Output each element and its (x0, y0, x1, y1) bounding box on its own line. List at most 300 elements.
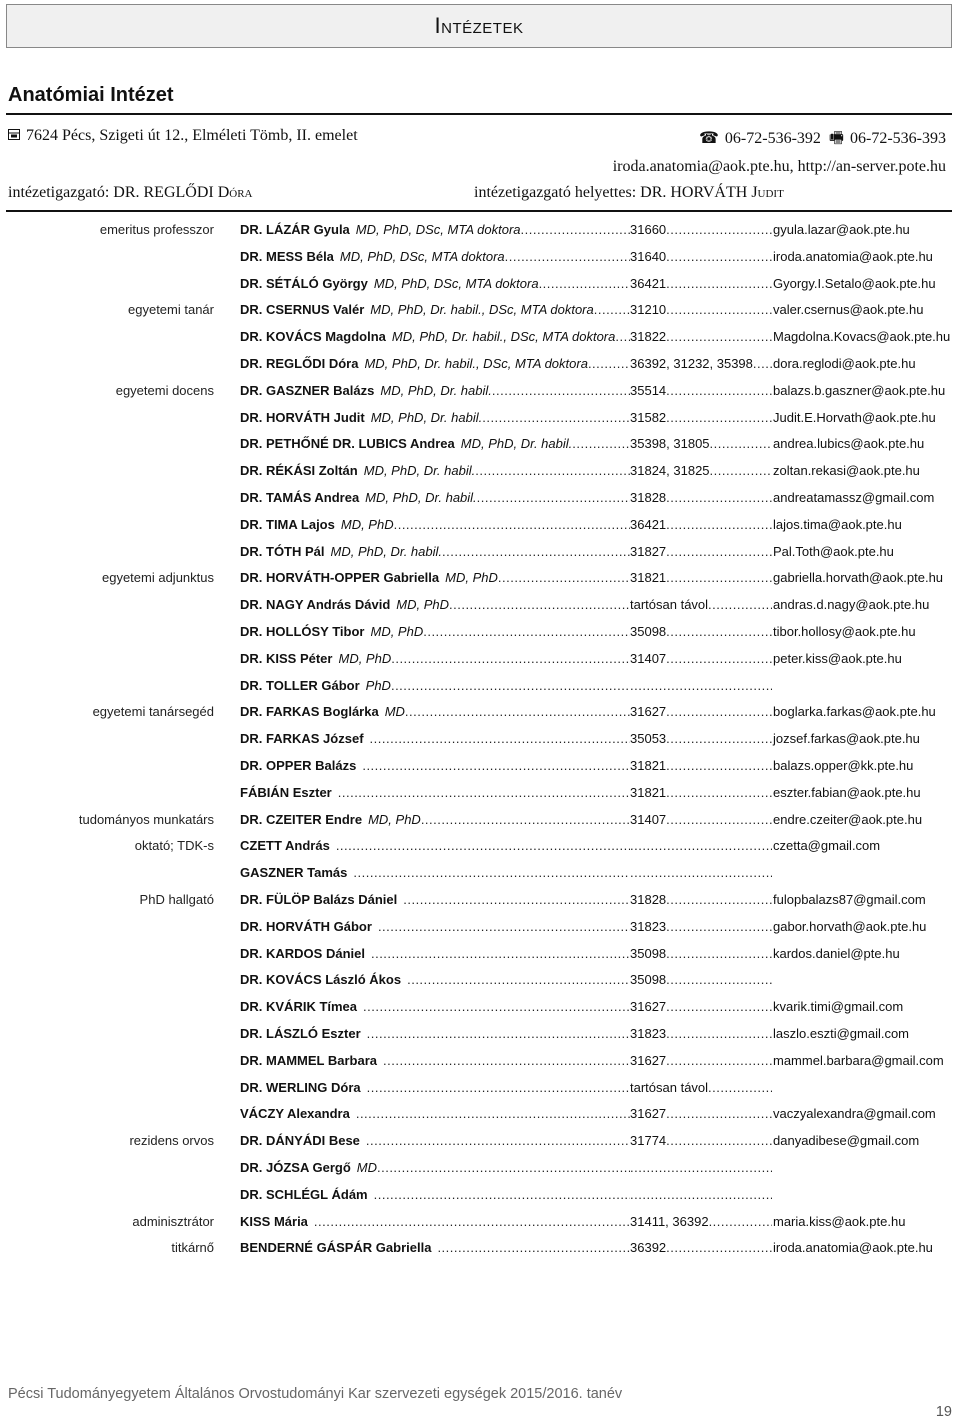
staff-email[interactable]: endre.czeiter@aok.pte.hu (773, 811, 923, 827)
phone-column (630, 276, 772, 291)
dot-leader (666, 972, 772, 987)
name-column (240, 704, 630, 719)
staff-entry (240, 946, 952, 961)
staff-entry (240, 490, 952, 505)
staff-name: KISS Mária (240, 1213, 308, 1229)
staff-row (0, 1075, 960, 1102)
staff-email[interactable]: iroda.anatomia@aok.pte.hu (773, 248, 933, 264)
staff-email[interactable]: Pal.Toth@aok.pte.hu (773, 543, 894, 559)
name-column (240, 999, 630, 1014)
phone-column (630, 892, 772, 907)
staff-name: DR. FÜLÖP Balázs Dániel (240, 892, 398, 907)
staff-phone: 31774 (630, 1133, 667, 1149)
staff-email[interactable]: dora.reglodi@aok.pte.hu (773, 356, 916, 371)
dot-leader (505, 249, 630, 264)
dot-leader (477, 490, 630, 505)
staff-phone: 31821 (630, 784, 667, 800)
dot-leader (708, 1080, 772, 1095)
staff-row (0, 753, 960, 780)
staff-email[interactable]: Magdolna.Kovacs@aok.pte.hu (773, 329, 951, 345)
staff-entry (240, 1214, 952, 1229)
staff-phone: 35053 (630, 731, 667, 747)
staff-entry (240, 758, 952, 773)
staff-name: DR. SÉTÁLÓ György (240, 275, 368, 291)
dot-leader (449, 597, 630, 612)
dot-leader (367, 1080, 630, 1095)
staff-email[interactable]: balazs.opper@kk.pte.hu (773, 758, 914, 773)
name-column (240, 919, 630, 934)
name-column (240, 1160, 630, 1175)
staff-title: MD, PhD (368, 811, 421, 827)
dot-leader (437, 1240, 630, 1255)
staff-role: rezidens orvos (129, 1133, 214, 1149)
dot-leader (666, 1133, 772, 1148)
staff-entry (240, 785, 952, 800)
dot-leader (594, 302, 630, 317)
dot-leader (666, 276, 772, 291)
staff-phone: 36392, 31232, 35398 (630, 356, 753, 371)
staff-title: MD, PhD (370, 624, 424, 639)
staff-phone: 31660 (630, 222, 667, 237)
staff-row (0, 646, 960, 673)
staff-email[interactable]: boglarka.farkas@aok.pte.hu (773, 704, 936, 720)
staff-entry (240, 544, 952, 559)
name-column (240, 624, 630, 639)
staff-name: CZETT András (240, 838, 330, 854)
name-column (240, 785, 630, 800)
staff-phone: 31824, 31825 (630, 463, 710, 479)
dot-leader (753, 356, 772, 371)
staff-email[interactable] (772, 1080, 952, 1095)
dot-leader (666, 383, 772, 398)
dot-leader (498, 570, 630, 585)
staff-name: DR. KOVÁCS László Ákos (240, 972, 402, 988)
staff-name: DR. MESS Béla (240, 248, 334, 264)
staff-email[interactable] (772, 1187, 952, 1202)
dot-leader (666, 892, 772, 907)
name-column (240, 436, 630, 451)
dot-leader (521, 222, 631, 237)
staff-email[interactable]: gabor.horvath@aok.pte.hu (773, 918, 927, 934)
staff-entry (240, 1240, 952, 1255)
staff-row (0, 941, 960, 968)
dot-leader (666, 785, 772, 800)
dot-leader (374, 1187, 630, 1202)
staff-email[interactable]: vaczyalexandra@gmail.com (773, 1106, 936, 1122)
dot-leader (403, 892, 630, 907)
dot-leader (492, 383, 630, 398)
staff-row (0, 1128, 960, 1155)
staff-email[interactable]: Gyorgy.I.Setalo@aok.pte.hu (773, 275, 936, 291)
phone-column (630, 490, 772, 505)
staff-phone: 31640 (630, 248, 667, 264)
dot-leader (336, 838, 630, 853)
staff-phone: tartósan távol (630, 1079, 709, 1095)
dot-leader (407, 972, 630, 987)
staff-role: egyetemi adjunktus (101, 570, 214, 586)
staff-row (0, 1021, 960, 1048)
staff-row (0, 994, 960, 1021)
phone-column (630, 1214, 772, 1229)
staff-email[interactable]: danyadibese@gmail.com (773, 1133, 920, 1149)
staff-role: tudományos munkatárs (78, 811, 214, 827)
staff-row (0, 1209, 960, 1236)
name-column (240, 758, 630, 773)
dot-leader (666, 731, 772, 746)
fax-number: 06-72-536-393 (850, 130, 946, 147)
staff-entry (240, 972, 952, 987)
staff-entry (240, 1026, 952, 1041)
staff-row (0, 271, 960, 298)
staff-email[interactable]: Judit.E.Horvath@aok.pte.hu (773, 409, 936, 425)
name-column (240, 222, 630, 237)
staff-entry (240, 302, 952, 317)
phone-column (630, 249, 772, 264)
phone-column (630, 1080, 772, 1095)
staff-phone: 31627 (630, 1106, 667, 1122)
dot-leader (383, 1053, 630, 1068)
staff-entry (240, 410, 952, 425)
staff-name: DR. WERLING Dóra (240, 1079, 361, 1095)
telephone-icon: ☎ (698, 130, 719, 147)
name-column (240, 1187, 630, 1202)
phone-column (630, 1053, 772, 1068)
dot-leader (539, 276, 630, 291)
dot-leader (338, 785, 630, 800)
staff-title: MD, PhD, Dr. habil. (363, 463, 476, 479)
name-column (240, 544, 630, 559)
staff-entry (240, 329, 952, 344)
director-first-name: Dóra (217, 184, 253, 201)
staff-name: BENDERNÉ GÁSPÁR Gabriella (240, 1240, 432, 1256)
name-column (240, 1106, 630, 1121)
staff-name: DR. OPPER Balázs (240, 758, 357, 773)
dot-leader (666, 1026, 772, 1041)
staff-email[interactable]: andreatamassz@gmail.com (773, 490, 935, 505)
staff-name: DR. TAMÁS Andrea (240, 490, 360, 505)
staff-name: VÁCZY Alexandra (240, 1106, 350, 1122)
dot-leader (423, 624, 630, 639)
phone-column (630, 865, 772, 880)
staff-name: DR. SCHLÉGL Ádám (240, 1186, 368, 1202)
staff-row (0, 914, 960, 941)
dot-leader (630, 678, 772, 693)
staff-name: DR. CZEITER Endre (240, 811, 363, 827)
staff-row (0, 485, 960, 512)
staff-name: DR. LÁZÁR Gyula (240, 222, 350, 237)
staff-role: titkárnő (171, 1240, 214, 1256)
address-text: 7624 Pécs, Szigeti út 12., Elméleti Tömb, II. emelet (26, 127, 358, 144)
staff-phone: 31627 (630, 704, 667, 720)
staff-row (0, 887, 960, 914)
staff-entry (240, 919, 952, 934)
name-column (240, 302, 630, 317)
staff-title: MD, PhD, DSc, MTA doktora (339, 248, 505, 264)
phone-column (630, 624, 772, 639)
staff-title: PhD (365, 677, 391, 693)
dot-leader (666, 651, 772, 666)
staff-entry (240, 651, 952, 666)
staff-title: MD, PhD, Dr. habil. (330, 543, 443, 559)
name-column (240, 249, 630, 264)
staff-title: MD, PhD, DSc, MTA doktora (373, 275, 539, 291)
staff-row (0, 539, 960, 566)
staff-name: DR. REGLŐDI Dóra (240, 356, 359, 371)
staff-title: MD, PhD, Dr. habil. (365, 490, 477, 505)
staff-entry (240, 249, 952, 264)
staff-name: DR. GASZNER Balázs (240, 382, 375, 398)
staff-phone: 31827 (630, 543, 667, 559)
staff-row (0, 405, 960, 432)
dot-leader (588, 356, 630, 371)
phone-column (630, 1240, 772, 1255)
staff-row (0, 458, 960, 485)
name-column (240, 1214, 630, 1229)
staff-entry (240, 1053, 952, 1068)
staff-role: adminisztrátor (132, 1213, 214, 1229)
staff-row (0, 565, 960, 592)
director-label: intézetigazgató: DR. REGLŐDI (8, 184, 214, 201)
staff-row (0, 1048, 960, 1075)
name-column (240, 731, 630, 746)
staff-name: DR. FARKAS Boglárka (240, 704, 379, 720)
staff-row (0, 860, 960, 887)
staff-name: DR. KVÁRIK Tímea (240, 999, 358, 1015)
staff-entry (240, 999, 952, 1014)
staff-title: MD, PhD (445, 570, 498, 586)
dot-leader (442, 544, 630, 559)
dot-leader (666, 302, 772, 317)
staff-email[interactable]: kvarik.timi@gmail.com (773, 999, 904, 1015)
dot-leader (482, 410, 630, 425)
staff-email[interactable] (772, 972, 952, 987)
staff-email[interactable] (772, 865, 952, 880)
phone-number: 06-72-536-392 (724, 130, 821, 147)
dot-leader (362, 758, 630, 773)
name-column (240, 276, 630, 291)
staff-phone: 31821 (630, 570, 667, 586)
staff-email[interactable]: gabriella.horvath@aok.pte.hu (773, 570, 944, 586)
staff-entry (240, 383, 952, 398)
dot-leader (666, 1240, 772, 1255)
name-column (240, 972, 630, 987)
staff-phone: 31411, 36392 (630, 1213, 709, 1229)
staff-email[interactable]: andrea.lubics@aok.pte.hu (773, 436, 925, 452)
staff-email[interactable]: eszter.fabian@aok.pte.hu (773, 784, 921, 800)
dot-leader (405, 704, 630, 719)
staff-phone: 31407 (630, 811, 667, 827)
staff-title: MD, PhD, Dr. habil. (380, 382, 492, 398)
name-column (240, 1240, 630, 1255)
phone-column (630, 1026, 772, 1041)
phone-column (630, 383, 772, 398)
staff-role: egyetemi docens (115, 382, 214, 398)
staff-entry (240, 812, 952, 827)
staff-entry (240, 1160, 952, 1175)
staff-title: MD, PhD, Dr. habil., DSc, MTA doktora (391, 329, 616, 345)
staff-entry (240, 838, 952, 853)
phone-column (630, 544, 772, 559)
phone-column (630, 651, 772, 666)
staff-email[interactable]: fulopbalazs87@gmail.com (773, 892, 926, 907)
phone-column (630, 919, 772, 934)
name-column (240, 1026, 630, 1041)
staff-name: FÁBIÁN Eszter (240, 784, 332, 800)
staff-entry (240, 1133, 952, 1148)
staff-phone: 31821 (630, 758, 667, 773)
staff-email[interactable] (772, 678, 952, 693)
dot-leader (630, 838, 772, 853)
staff-row (0, 592, 960, 619)
name-column (240, 383, 630, 398)
staff-row (0, 780, 960, 807)
staff-email[interactable]: lajos.tima@aok.pte.hu (773, 516, 902, 532)
name-column (240, 678, 630, 693)
staff-email[interactable]: jozsef.farkas@aok.pte.hu (773, 731, 920, 747)
staff-phone: 35098 (630, 945, 667, 961)
dot-leader (666, 222, 772, 237)
staff-email[interactable]: zoltan.rekasi@aok.pte.hu (773, 463, 920, 479)
staff-row (0, 217, 960, 244)
staff-row (0, 1182, 960, 1209)
name-column (240, 490, 630, 505)
dot-leader (366, 1133, 630, 1148)
institute-web[interactable]: iroda.anatomia@aok.pte.hu, http://an-server.pote.hu (612, 158, 946, 175)
fax-icon: 🖷 (828, 130, 845, 147)
name-column (240, 838, 630, 853)
staff-phone: 31828 (630, 892, 667, 907)
phone-column (630, 946, 772, 961)
name-column (240, 329, 630, 344)
staff-name: DR. HOLLÓSY Tibor (240, 624, 365, 639)
staff-row (0, 244, 960, 271)
staff-title: MD, PhD, Dr. habil. (460, 436, 573, 452)
dot-leader (709, 1214, 772, 1229)
staff-entry (240, 570, 952, 585)
phone-column (630, 410, 772, 425)
staff-entry (240, 436, 952, 451)
staff-title: MD, PhD (340, 516, 394, 532)
staff-row (0, 1155, 960, 1182)
staff-email[interactable]: balazs.b.gaszner@aok.pte.hu (773, 382, 946, 398)
staff-row (0, 431, 960, 458)
dot-leader (710, 436, 772, 451)
staff-title: MD, PhD, DSc, MTA doktora (355, 222, 521, 237)
name-column (240, 651, 630, 666)
staff-name: DR. HORVÁTH-OPPER Gabriella (240, 570, 440, 586)
staff-entry (240, 1080, 952, 1095)
phone-column (630, 1160, 772, 1175)
staff-email[interactable]: czetta@gmail.com (773, 838, 881, 854)
staff-row (0, 619, 960, 646)
phone-column (630, 570, 772, 585)
dot-leader (630, 1187, 772, 1202)
staff-row (0, 378, 960, 405)
staff-email[interactable]: valer.csernus@aok.pte.hu (773, 302, 924, 318)
phone-column (630, 356, 772, 371)
dot-leader (666, 544, 772, 559)
deputy-first-name: Judit (751, 184, 784, 201)
dot-leader (615, 329, 630, 344)
divider-bottom (6, 210, 952, 212)
institute-deputy (474, 184, 784, 202)
name-column (240, 463, 630, 478)
staff-entry (240, 892, 952, 907)
staff-phone: 35098 (630, 972, 667, 988)
staff-email[interactable]: gyula.lazar@aok.pte.hu (773, 222, 910, 237)
staff-entry (240, 517, 952, 532)
staff-name: DR. RÉKÁSI Zoltán (240, 463, 358, 479)
staff-row (0, 967, 960, 994)
divider-top (6, 113, 952, 115)
staff-email[interactable]: andras.d.nagy@aok.pte.hu (773, 597, 930, 613)
phone-column (630, 785, 772, 800)
dot-leader (391, 678, 630, 693)
staff-title: MD, PhD, Dr. habil., DSc, MTA doktora (364, 356, 588, 371)
staff-email[interactable]: laszlo.eszti@gmail.com (773, 1026, 910, 1041)
staff-phone: 35514 (630, 382, 667, 398)
staff-phone: 36392 (630, 1240, 667, 1256)
staff-email[interactable]: kardos.daniel@pte.hu (773, 945, 900, 961)
staff-email[interactable]: iroda.anatomia@aok.pte.hu (773, 1240, 933, 1256)
phone-column (630, 704, 772, 719)
section-title: Intézetek (434, 13, 524, 38)
staff-phone: 35098 (630, 624, 667, 639)
phone-column (630, 1187, 772, 1202)
staff-name: DR. JÓZSA Gergő (240, 1160, 351, 1175)
footer-text: Pécsi Tudományegyetem Általános Orvostudományi Kar szervezeti egységek 2015/2016. tanév (8, 1386, 623, 1402)
staff-email[interactable]: mammel.barbara@gmail.com (773, 1052, 944, 1068)
staff-row (0, 673, 960, 700)
name-column (240, 946, 630, 961)
staff-name: DR. NAGY András Dávid (240, 597, 391, 613)
staff-phone: 36421 (630, 516, 667, 532)
phone-column (630, 463, 772, 478)
staff-title: MD, PhD, Dr. habil. (370, 409, 483, 425)
staff-row (0, 324, 960, 351)
dot-leader (367, 1026, 630, 1041)
staff-phone: 31582 (630, 409, 667, 425)
staff-email[interactable]: tibor.hollosy@aok.pte.hu (773, 624, 916, 639)
phone-column (630, 597, 772, 612)
deputy-label: intézetigazgató helyettes: DR. HORVÁTH (474, 184, 748, 201)
staff-email[interactable]: peter.kiss@aok.pte.hu (773, 650, 902, 666)
dot-leader (666, 704, 772, 719)
dot-leader (370, 731, 630, 746)
dot-leader (666, 490, 772, 505)
staff-name: DR. DÁNYÁDI Bese (240, 1133, 360, 1149)
phone-column (630, 1106, 772, 1121)
staff-name: DR. KISS Péter (240, 650, 333, 666)
dot-leader (666, 570, 772, 585)
name-column (240, 1080, 630, 1095)
name-column (240, 517, 630, 532)
staff-phone: 31828 (630, 490, 667, 505)
dot-leader (378, 919, 630, 934)
staff-row (0, 699, 960, 726)
staff-row (0, 1235, 960, 1262)
name-column (240, 570, 630, 585)
staff-entry (240, 463, 952, 478)
staff-email[interactable]: maria.kiss@aok.pte.hu (773, 1213, 906, 1229)
staff-role: PhD hallgató (139, 892, 214, 907)
dot-leader (353, 865, 630, 880)
name-column (240, 597, 630, 612)
name-column (240, 410, 630, 425)
staff-email[interactable] (772, 1160, 952, 1175)
dot-leader (708, 597, 772, 612)
dot-leader (572, 436, 630, 451)
